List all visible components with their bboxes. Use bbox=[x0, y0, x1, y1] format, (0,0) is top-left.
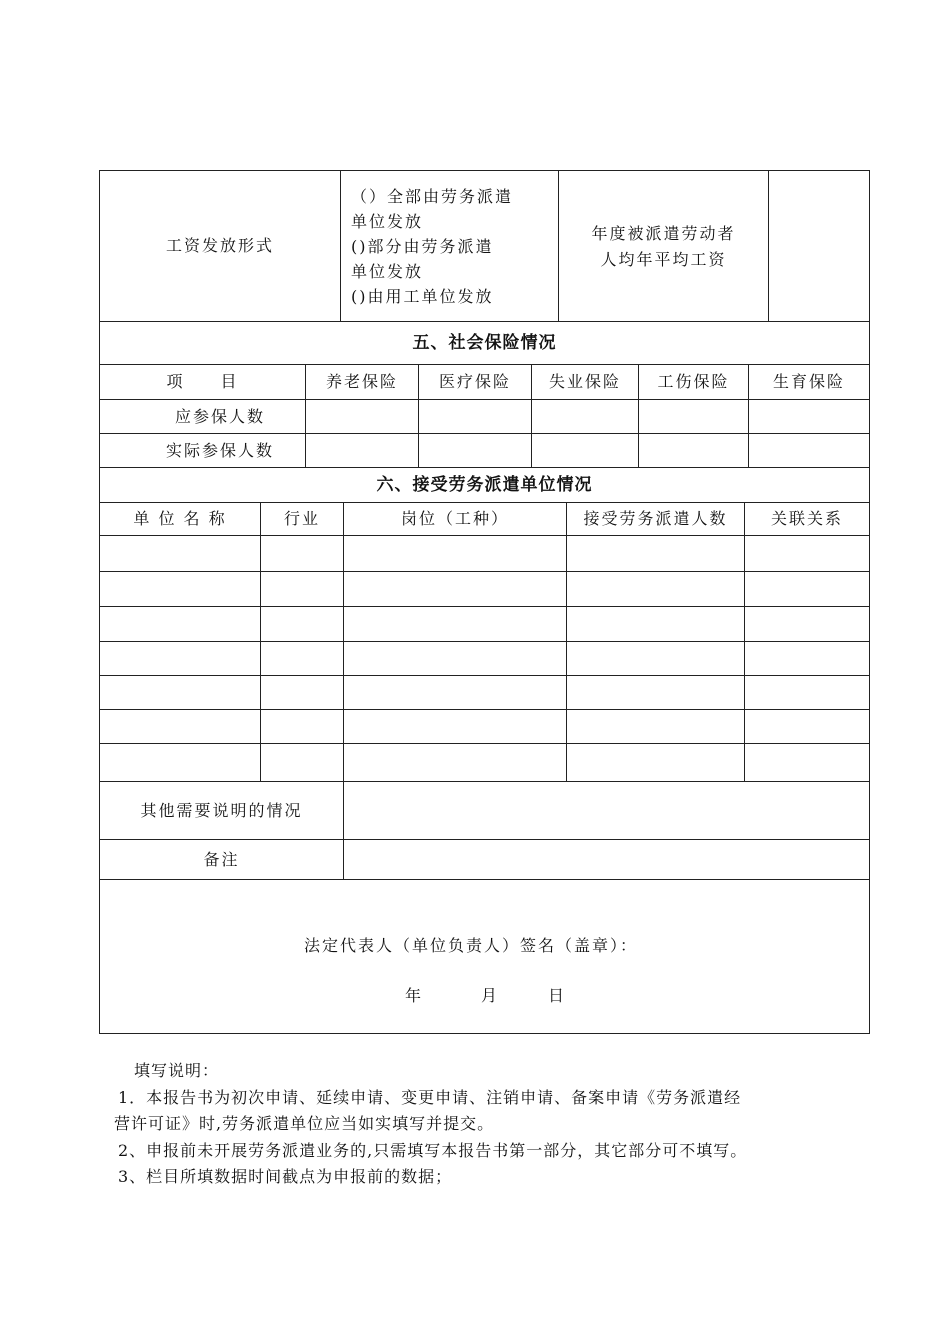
avg-wage-label-line1: 年度被派遣劳动者 bbox=[591, 224, 736, 243]
ru-header-industry: 行业 bbox=[283, 509, 320, 528]
table-row[interactable] bbox=[100, 642, 869, 675]
si-cell-input[interactable] bbox=[532, 400, 638, 433]
si-cell-input[interactable] bbox=[306, 434, 418, 467]
si-cell-input[interactable] bbox=[532, 434, 638, 467]
si-cell-input[interactable] bbox=[419, 400, 531, 433]
signature-day: 日 bbox=[548, 986, 567, 1005]
avg-wage-label-line2: 人均年平均工资 bbox=[600, 250, 727, 269]
ru-header-position: 岗位（工种） bbox=[400, 509, 509, 528]
divider bbox=[340, 170, 341, 322]
instruction-item: 1．本报告书为初次申请、延续申请、变更申请、注销申请、备案申请《劳务派遣经 bbox=[118, 1087, 742, 1107]
si-cell-input[interactable] bbox=[419, 434, 531, 467]
si-cell-input[interactable] bbox=[749, 400, 869, 433]
si-header-maternity: 生育保险 bbox=[772, 372, 845, 391]
instructions-title: 填写说明： bbox=[134, 1061, 220, 1080]
avg-wage-value-field[interactable] bbox=[769, 171, 869, 321]
instruction-item: 3、栏目所填数据时间截点为申报前的数据； bbox=[118, 1167, 453, 1186]
instruction-item: 2、申报前未开展劳务派遣业务的,只需填写本报告书第一部分，其它部分可不填写。 bbox=[118, 1140, 748, 1160]
remarks-field[interactable] bbox=[344, 840, 869, 879]
social-insurance-title: 五、社会保险情况 bbox=[412, 333, 557, 353]
table-row[interactable] bbox=[100, 710, 869, 743]
si-cell-input[interactable] bbox=[639, 400, 748, 433]
si-row-label-actual: 实际参保人数 bbox=[165, 440, 274, 460]
signature-month: 月 bbox=[481, 986, 500, 1005]
ru-header-relation: 关联关系 bbox=[770, 509, 843, 528]
table-row[interactable] bbox=[100, 572, 869, 606]
divider bbox=[99, 879, 870, 880]
wage-form-label: 工资发放形式 bbox=[165, 236, 274, 255]
other-notes-label: 其他需要说明的情况 bbox=[140, 800, 303, 820]
wage-option-line-2: 单位发放 bbox=[351, 212, 424, 231]
si-row-label-required: 应参保人数 bbox=[174, 406, 265, 426]
table-row[interactable] bbox=[100, 536, 869, 571]
remarks-label: 备注 bbox=[203, 849, 240, 869]
si-header-medical: 医疗保险 bbox=[438, 372, 511, 391]
wage-option-line-4: 单位发放 bbox=[351, 262, 424, 281]
table-row[interactable] bbox=[100, 676, 869, 709]
ru-header-unit-name: 单 位 名 称 bbox=[133, 509, 227, 528]
si-header-pension: 养老保险 bbox=[325, 372, 398, 391]
divider bbox=[558, 170, 559, 322]
ru-header-count: 接受劳务派遣人数 bbox=[583, 509, 728, 528]
wage-option-line-5[interactable]: ()由用工单位发放 bbox=[351, 287, 494, 306]
instructions bbox=[114, 1058, 748, 1191]
signature-year: 年 bbox=[405, 986, 424, 1005]
si-header-item: 项 目 bbox=[166, 372, 239, 391]
si-cell-input[interactable] bbox=[639, 434, 748, 467]
signature-label: 法定代表人（单位负责人）签名（盖章）： bbox=[304, 936, 639, 955]
wage-option-line-1[interactable]: （）全部由劳务派遣 bbox=[351, 187, 514, 206]
table-row[interactable] bbox=[100, 744, 869, 781]
si-header-injury: 工伤保险 bbox=[657, 372, 730, 391]
instruction-item: 营许可证》时,劳务派遣单位应当如实填写并提交。 bbox=[114, 1114, 495, 1133]
recipient-units-title: 六、接受劳务派遣单位情况 bbox=[376, 475, 593, 495]
si-cell-input[interactable] bbox=[306, 400, 418, 433]
wage-option-line-3[interactable]: ()部分由劳务派遣 bbox=[351, 237, 494, 256]
table-row[interactable] bbox=[100, 607, 869, 641]
si-cell-input[interactable] bbox=[749, 434, 869, 467]
si-header-unemployment: 失业保险 bbox=[548, 372, 621, 391]
other-notes-field[interactable] bbox=[344, 782, 869, 839]
